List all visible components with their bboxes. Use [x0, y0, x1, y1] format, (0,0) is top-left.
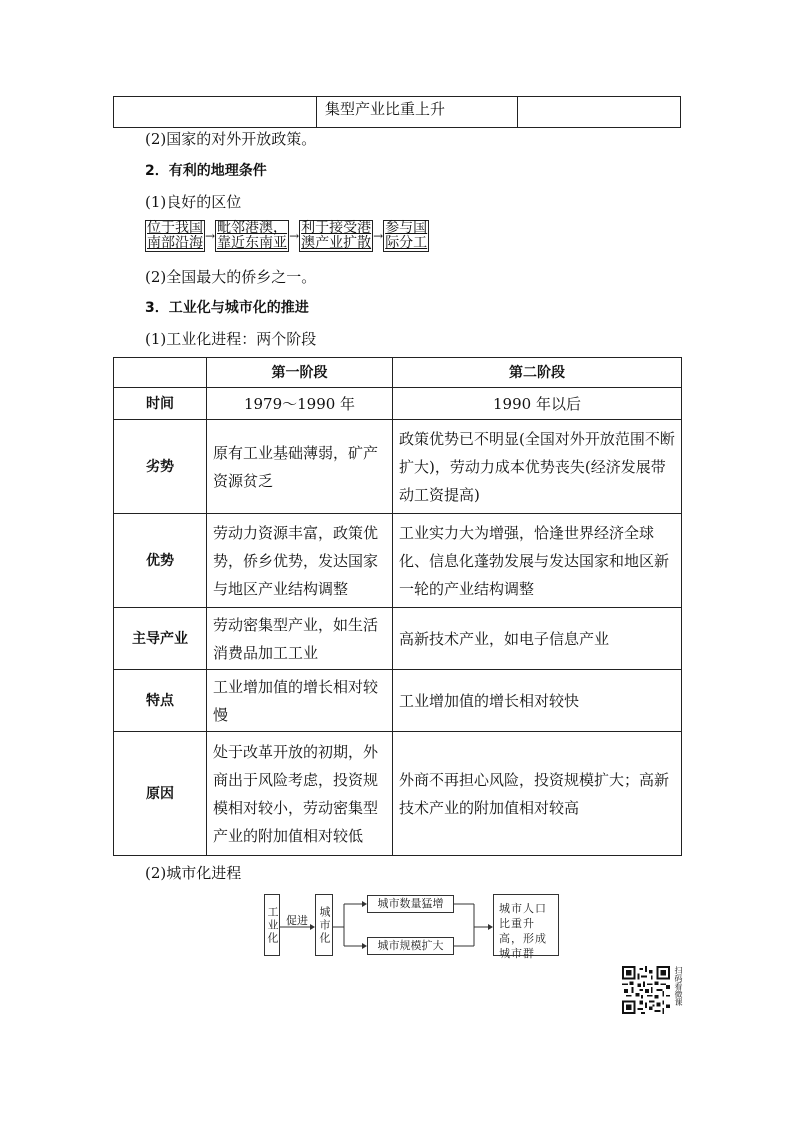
section-3-heading: 3．工业化与城市化的推进 [145, 300, 309, 316]
chain-box-1 [145, 220, 205, 252]
chain-box-2 [215, 220, 289, 252]
chain-box-3-line2: 澳产业扩散 [301, 235, 372, 251]
industrialization-stages-table [113, 357, 682, 856]
chain-box-3 [299, 220, 373, 252]
industrialization-box: 工业化 [264, 894, 280, 956]
table-row [114, 388, 682, 420]
top-table-cell-empty-right [518, 97, 680, 127]
table-header-empty [114, 358, 207, 388]
stage1-cell: 工业增加值的增长相对较慢 [207, 670, 393, 732]
table-row [114, 420, 682, 514]
stage1-cell: 劳动密集型产业，如生活消费品加工工业 [207, 608, 393, 670]
stage2-cell: 外商不再担心风险，投资规模扩大；高新技术产业的附加值相对较高 [393, 732, 682, 856]
row-label: 原因 [114, 732, 207, 856]
urbanization-diagram [262, 890, 562, 960]
row-label: 劣势 [114, 420, 207, 514]
table-header-row [114, 358, 682, 388]
qr-caption: 扫码看微课 [674, 966, 683, 1006]
policy-line: (2)国家的对外开放政策。 [145, 130, 317, 148]
chain-box-4-line1: 参与国 [385, 220, 428, 236]
chain-box-2-line1: 毗邻港澳， [217, 220, 288, 236]
result-box: 城市人口比重升高，形成城市群 [493, 894, 559, 956]
section-2-heading: 2．有利的地理条件 [145, 163, 267, 179]
row-label: 优势 [114, 514, 207, 608]
table-header-stage2: 第二阶段 [393, 358, 682, 388]
table-row [114, 514, 682, 608]
city-scale-box: 城市规模扩大 [367, 937, 454, 955]
promote-label: 促进 [286, 914, 308, 927]
chain-box-1-line2: 南部沿海 [147, 235, 203, 251]
row-label: 时间 [114, 388, 207, 420]
arrow-right-icon: → [373, 229, 384, 243]
location-chain [145, 219, 429, 253]
location-subheading: (1)良好的区位 [145, 193, 242, 211]
row-label: 主导产业 [114, 608, 207, 670]
stage1-cell: 劳动力资源丰富，政策优势，侨乡优势，发达国家与地区产业结构调整 [207, 514, 393, 608]
city-count-box: 城市数量猛增 [367, 895, 454, 913]
stage1-cell: 1979～1990 年 [207, 388, 393, 420]
stage2-cell: 工业实力大为增强，恰逢世界经济全球化、信息化蓬勃发展与发达国家和地区新一轮的产业结构调整 [393, 514, 682, 608]
overseas-line: (2)全国最大的侨乡之一。 [145, 268, 317, 286]
top-table-cell-text: 集型产业比重上升 [317, 97, 518, 127]
arrow-right-icon: → [205, 229, 216, 243]
top-table-cell-empty [114, 97, 317, 127]
chain-box-4-line2: 际分工 [385, 235, 428, 251]
stage1-cell: 处于改革开放的初期，外商出于风险考虑，投资规模相对较小，劳动密集型产业的附加值相对较低 [207, 732, 393, 856]
chain-box-4 [383, 220, 429, 252]
chain-box-3-line1: 利于接受港 [301, 220, 372, 236]
industrialization-subheading: (1)工业化进程：两个阶段 [145, 330, 317, 348]
stage2-cell: 工业增加值的增长相对较快 [393, 670, 682, 732]
stage2-cell: 1990 年以后 [393, 388, 682, 420]
urbanization-box: 城市化 [315, 894, 333, 956]
qr-code-icon[interactable] [622, 966, 670, 1014]
table-row [114, 608, 682, 670]
chain-box-1-line1: 位于我国 [147, 220, 203, 236]
table-row [114, 732, 682, 856]
stage2-cell: 高新技术产业，如电子信息产业 [393, 608, 682, 670]
stage1-cell: 原有工业基础薄弱，矿产资源贫乏 [207, 420, 393, 514]
top-table-fragment [113, 96, 681, 128]
table-header-stage1: 第一阶段 [207, 358, 393, 388]
row-label: 特点 [114, 670, 207, 732]
table-row [114, 670, 682, 732]
arrow-right-icon: → [289, 229, 300, 243]
urbanization-subheading: (2)城市化进程 [145, 864, 242, 882]
stage2-cell: 政策优势已不明显(全国对外开放范围不断扩大)，劳动力成本优势丧失(经济发展带动工资提高) [393, 420, 682, 514]
chain-box-2-line2: 靠近东南亚 [217, 235, 288, 251]
